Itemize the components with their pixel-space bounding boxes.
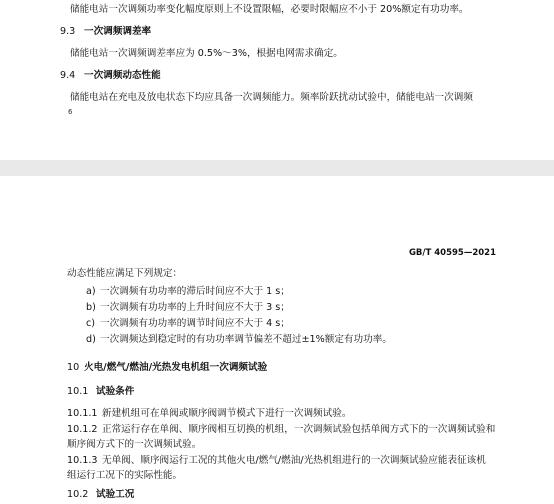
list-item-text: 一次调频达到稳定时的有功功率调节偏差不超过±1%额定有功功率。 — [100, 334, 392, 345]
section-10-1-title: 试验条件 — [96, 386, 135, 397]
clause-10-1-3-line2: 组运行工况下的实际性能。 — [67, 470, 183, 481]
next-page — [0, 176, 554, 504]
section-9-4-title: 一次调频动态性能 — [84, 70, 161, 81]
section-9-3-number: 9.3 — [60, 26, 76, 37]
clause-10-1-2-number: 10.1.2 — [67, 424, 98, 435]
section-10-2-number: 10.2 — [67, 489, 89, 500]
section-10-title: 火电/燃气/燃油/光热发电机组一次调频试验 — [84, 362, 268, 373]
clause-10-1-3-line1: 无单阀、顺序阀运行工况的其他火电/燃气/燃油/光热机组进行的一次调频试验应能表征该机 — [102, 455, 486, 466]
dynamic-performance-intro: 动态性能应满足下列规定： — [67, 268, 183, 279]
paragraph-9-3: 储能电站一次调频调差率应为 0.5%～3%，根据电网需求确定。 — [70, 48, 343, 59]
clause-10-1-2-line1: 正常运行存在单阀、顺序阀相互切换的机组，一次调频试验包括单阀方式下的一次调频试验和 — [102, 424, 496, 435]
list-item-marker: b) — [86, 302, 96, 313]
paragraph-9-4: 储能电站在充电及放电状态下均应具备一次调频能力。频率阶跃扰动试验中，储能电站一次调频 — [70, 92, 473, 103]
section-9-4-number: 9.4 — [60, 70, 76, 81]
clause-10-1-1-text: 新建机组可在单阀或顺序阀调节模式下进行一次调频试验。 — [102, 408, 352, 419]
list-item-marker: d) — [86, 334, 96, 345]
list-item-text: 一次调频有功功率的上升时间应不大于 3 s； — [100, 302, 290, 313]
section-10-2-title: 试验工况 — [96, 489, 135, 500]
page-number: 6 — [68, 108, 73, 116]
standard-header: GB/T 40595—2021 — [408, 248, 496, 258]
previous-page — [0, 0, 554, 160]
list-item-marker: c) — [86, 318, 96, 329]
list-item-text: 一次调频有功功率的滞后时间应不大于 1 s； — [100, 286, 290, 297]
section-10-1-number: 10.1 — [67, 386, 89, 397]
list-item-text: 一次调频有功功率的调节时间应不大于 4 s； — [100, 318, 290, 329]
list-item-marker: a) — [86, 286, 96, 297]
clause-10-1-3-number: 10.1.3 — [67, 455, 98, 466]
paragraph-9-2-tail: 储能电站一次调频功率变化幅度原则上不设置限幅，必要时限幅应不小于 20%额定有功功率。 — [70, 4, 469, 15]
section-9-3-title: 一次调频调差率 — [84, 26, 152, 37]
clause-10-1-1-number: 10.1.1 — [67, 408, 98, 419]
clause-10-1-2-line2: 顺序阀方式下的一次调频试验。 — [67, 439, 202, 450]
section-10-number: 10 — [67, 362, 80, 373]
